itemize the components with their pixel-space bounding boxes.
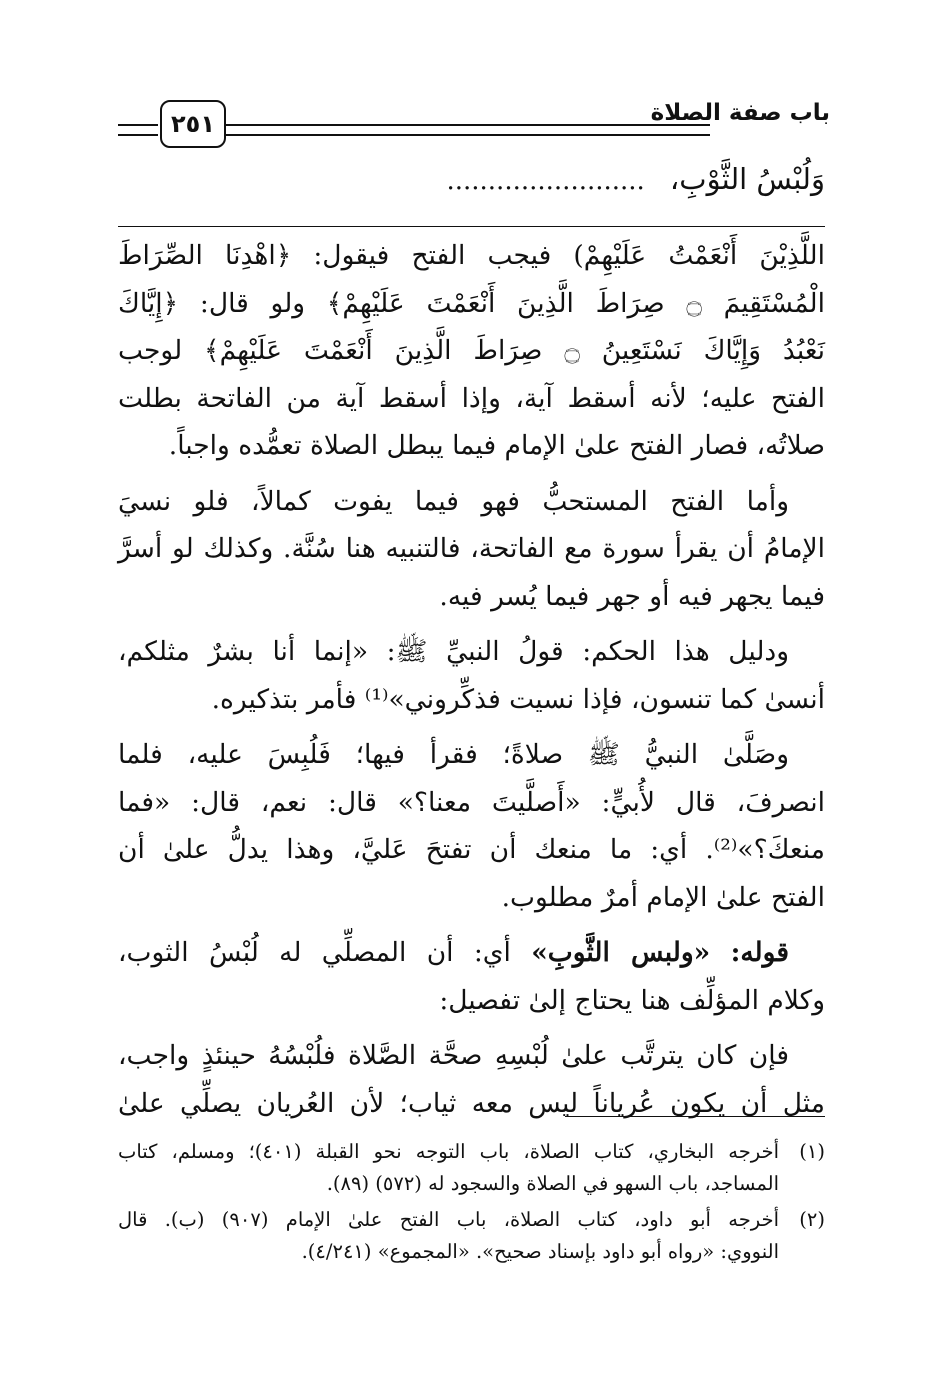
paragraph-5 [118,929,825,1024]
commentary-body [118,232,825,1135]
text-line: نَعْبُدُ وَإِيَّاكَ نَسْتَعِينُ ۝ صِرَاطَ الَّذِينَ أَنْعَمْتَ عَلَيْهِمْ﴾ لوجب [118,335,825,366]
footnote-number: (٢) [799,1208,825,1231]
footnote-text [118,1204,779,1268]
text-line: منعكَ؟»⁽²⁾. أي: ما منعك أن تفتحَ عَليَّ، وهذا يدلُّ علىٰ أن [118,834,825,865]
text-line: ودليل هذا الحكم: قولُ النبيِّ ﷺ: «إنما أنا بشرٌ مثلكم، [118,636,789,667]
text-line: النووي: «رواه أبو داود بإسناد صحيح». «المجموع» (٤/٢٤١). [301,1240,779,1263]
text-line: وكلام المؤلِّف هنا يحتاج إلىٰ تفصيل: [439,984,825,1016]
matn-quote: «ولبس الثَّوبِ» [531,937,711,968]
matn-dots: ........................ [446,166,645,196]
text-line: أنسىٰ كما تنسون، فإذا نسيت فذكِّروني»⁽¹⁾ فأمر بتذكيره. [211,683,825,715]
chapter-title: باب صفة الصلاة [650,100,830,126]
text-line: صلاتُه، فصار الفتح علىٰ الإمام فيما يبطل الصلاة تعمُّده واجباً. [168,430,825,461]
footnote-2 [118,1204,825,1268]
text-line: الْمُسْتَقِيمَ ۝ صِرَاطَ الَّذِينَ أَنْعَمْتَ عَلَيْهِمْ﴾ ولو قال: ﴿إِيَّاكَ [118,287,825,319]
matn-separator [118,226,825,227]
text-line: أخرجه البخاري، كتاب الصلاة، باب التوجه نحو القبلة (٤٠١)؛ ومسلم، كتاب [118,1140,779,1163]
running-header [118,100,830,152]
paragraph-1 [118,232,825,470]
matn-line [118,162,825,208]
footnote-number: (١) [799,1140,825,1163]
text-segment: أي: أن المصلِّي له لُبْسُ الثوب، [118,937,511,968]
text-line: اللَّذِيْنَ أَنْعَمْتُ عَلَيْهِمْ) فيجب الفتح فيقول: ﴿اهْدِنَا الصِّرَاطَ [118,240,825,271]
footnotes [118,1136,825,1272]
paragraph-4 [118,731,825,921]
text-line: مثل أن يكون عُرياناً ليس معه ثياب؛ لأن العُريان يصلِّي علىٰ [118,1087,825,1119]
paragraph-6 [118,1032,825,1127]
text-line: فإن كان يترتَّب علىٰ لُبْسِهِ صحَّة الصَّلاة فلُبْسُهُ حينئذٍ واجب، [118,1040,789,1071]
text-line: وأما الفتح المستحبُّ فهو فيما يفوت كمالاً، فلو نسيَ [118,485,789,517]
text-line: المساجد، باب السهو في الصلاة والسجود له (٥٧٢) (٨٩). [326,1172,779,1195]
header-double-rule [226,124,710,136]
text-line: انصرفَ، قال لأُبيٍّ: «أَصلَّيتَ معنا؟» قال: نعم، قال: «فما [118,786,825,818]
header-double-rule-left [118,124,158,136]
page-number: ٢٥١ [160,100,226,148]
text-line: الفتح علىٰ الإمام أمرٌ مطلوب. [501,881,825,913]
paragraph-3 [118,628,825,723]
footnote-text [118,1136,779,1200]
matn-text: وَلُبْسُ الثَّوْبِ، [669,162,825,196]
text-line: وصَلَّىٰ النبيُّ ﷺ صلاةً؛ فقرأ فيها؛ فَلُبِسَ عليه، فلما [118,739,789,770]
paragraph-2 [118,478,825,621]
text-line: فيما يجهر فيه أو جهر فيما يُسر فيه. [439,580,825,612]
footnote-separator [565,1116,825,1117]
text-line: الفتح عليه؛ لأنه أسقط آية، وإذا أسقط آية من الفاتحة بطلت [118,382,825,414]
text-line: أخرجه أبو داود، كتاب الصلاة، باب الفتح علىٰ الإمام (٩٠٧) (ب). قال [118,1208,779,1231]
qawluhu-label: قوله: [730,937,789,968]
footnote-1 [118,1136,825,1200]
text-line: الإمامُ أن يقرأ سورة مع الفاتحة، فالتنبيه هنا سُنَّة. وكذلك لو أسرَّ [118,533,825,564]
text-line [118,929,825,977]
